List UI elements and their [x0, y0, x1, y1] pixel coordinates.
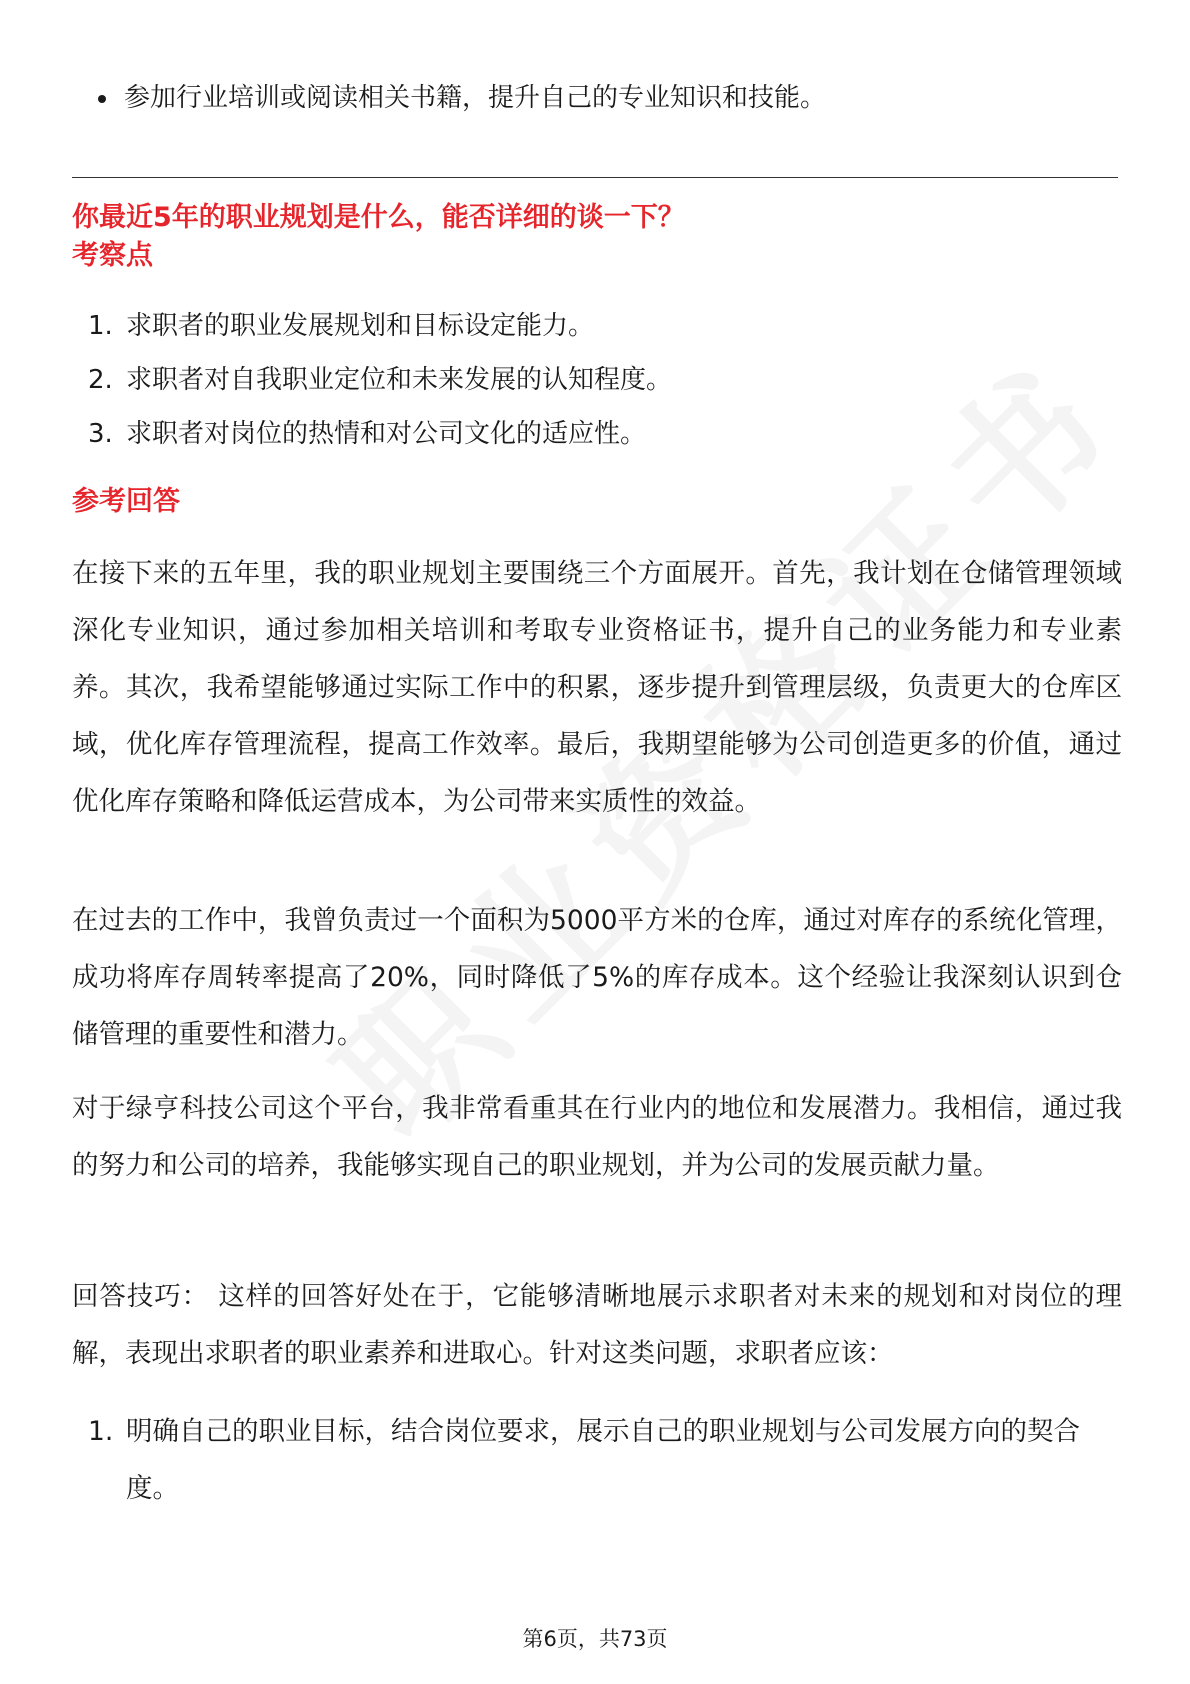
- answer-paragraph: 在过去的工作中，我曾负责过一个面积为5000平方米的仓库，通过对库存的系统化管理，成功将库存周转率提高了20%，同时降低了5%的库存成本。这个经验让我深刻认识到仓储管理的重要性和潜力。: [72, 905, 1122, 1050]
- list-number: 1.: [88, 1416, 114, 1447]
- answer-section-title: 参考回答: [72, 486, 180, 517]
- list-item-text: 参加行业培训或阅读相关书籍，提升自己的专业知识和技能。: [124, 83, 827, 113]
- page-footer: 第6页，共73页: [522, 1627, 668, 1651]
- list-number: 2.: [88, 365, 113, 395]
- list-item-text: 求职者的职业发展规划和目标设定能力。: [126, 311, 595, 341]
- list-item-text: 求职者对自我职业定位和未来发展的认知程度。: [126, 365, 673, 395]
- list-item: [88, 306, 594, 346]
- list-item: [88, 360, 672, 400]
- list-number: 3.: [88, 419, 113, 449]
- answer-paragraph: 对于绿亨科技公司这个平台，我非常看重其在行业内的地位和发展潜力。我相信，通过我的努力和公司的培养，我能够实现自己的职业规划，并为公司的发展贡献力量。: [72, 1093, 1122, 1181]
- bullet-icon: [98, 95, 106, 103]
- list-item-text: 明确自己的职业目标，结合岗位要求，展示自己的职业规划与公司发展方向的契合度。: [126, 1416, 1080, 1504]
- answer-paragraph: 在接下来的五年里，我的职业规划主要围绕三个方面展开。首先，我计划在仓储管理领域深化专业知识，通过参加相关培训和考取专业资格证书，提升自己的业务能力和专业素养。其次，我希望能够通过实际工作中的积累，逐步提升到管理层级，负责更大的仓库区域，优化库存管理流程，提高工作效率。最后，我期望能够为公司创造更多的价值，通过优化库存策略和降低运营成本，为公司带来实质性的效益。: [72, 558, 1122, 817]
- list-item: [88, 414, 646, 454]
- focus-section-title: 考察点: [72, 240, 153, 271]
- list-item: [98, 78, 826, 118]
- divider: [72, 177, 1118, 178]
- question-heading: 你最近5年的职业规划是什么，能否详细的谈一下？: [72, 202, 685, 233]
- list-number: 1.: [88, 311, 113, 341]
- list-item: [88, 1403, 1128, 1517]
- tips-paragraph: 回答技巧： 这样的回答好处在于，它能够清晰地展示求职者对未来的规划和对岗位的理解，表现出求职者的职业素养和进取心。针对这类问题，求职者应该：: [72, 1281, 1122, 1369]
- list-item-text: 求职者对岗位的热情和对公司文化的适应性。: [126, 419, 647, 449]
